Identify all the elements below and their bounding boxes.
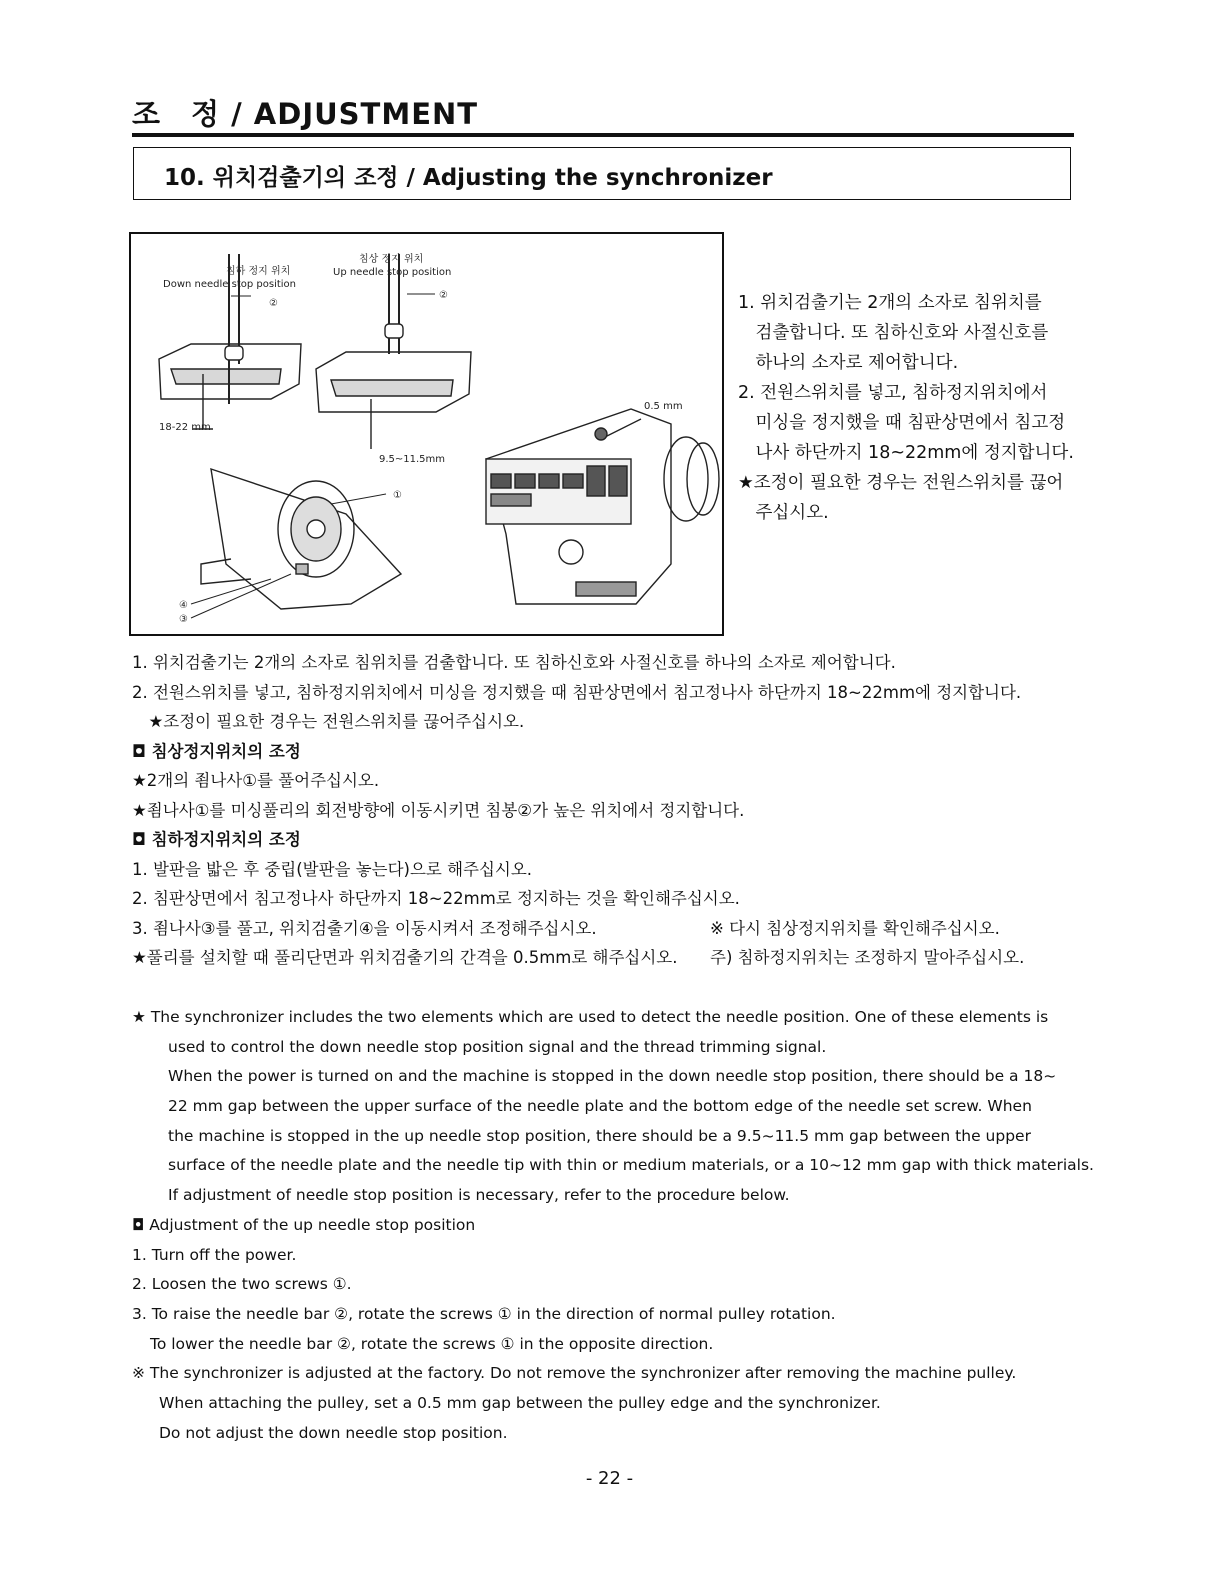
ko-line: 1. 발판을 밟은 후 중립(발판을 놓는다)으로 해주십시오. [132, 859, 533, 879]
en-line: When the power is turned on and the machine is stopped in the down needle stop position, there should be a 18~ [168, 1067, 1057, 1086]
ko-heading-up-needle: ◘ 침상정지위치의 조정 [132, 741, 301, 761]
callout-2a: ② [269, 298, 278, 309]
ko-heading-down-needle: ◘ 침하정지위치의 조정 [132, 830, 301, 849]
callout-3: ③ [179, 614, 188, 625]
en-note: ※ The synchronizer is adjusted at the factory. Do not remove the synchronizer after removing the machine pulley. [132, 1364, 1017, 1383]
en-step: 2. Loosen the two screws ①. [132, 1275, 352, 1294]
en-step: 3. To raise the needle bar ②, rotate the screws ① in the direction of normal pulley rotation. [132, 1304, 836, 1323]
ko-note: ※ 다시 침상정지위치를 확인해주십시오. [710, 918, 1000, 938]
en-line: used to control the down needle stop position signal and the thread trimming signal. [168, 1037, 827, 1056]
en-line: surface of the needle plate and the needle tip with thin or medium materials, or a 10~12 mm gap with thick materials. [168, 1156, 1094, 1175]
en-note: Do not adjust the down needle stop position. [159, 1423, 508, 1442]
synchronizer-figure [129, 232, 724, 636]
side-note-line: ★조정이 필요한 경우는 전원스위치를 끊어 [738, 473, 1064, 493]
side-note-line: 주십시오. [738, 503, 829, 523]
side-note-line: 1. 위치검출기는 2개의 소자로 침위치를 [738, 293, 1042, 313]
label-down-ko: 침하 정지 위치 [226, 266, 291, 277]
en-step: To lower the needle bar ②, rotate the screws ① in the opposite direction. [150, 1334, 714, 1353]
page-number: - 22 - [585, 1468, 634, 1489]
side-notes [738, 288, 1083, 528]
en-step: 1. Turn off the power. [132, 1245, 297, 1264]
en-line: the machine is stopped in the up needle stop position, there should be a 9.5~11.5 mm gap between the upper [168, 1126, 1031, 1145]
label-up-en: Up needle stop position [333, 267, 452, 278]
pulley-synchronizer-drawing [201, 469, 401, 609]
ko-line: ★죔나사①를 미싱풀리의 회전방향에 이동시키면 침봉②가 높은 위치에서 정지합니다. [132, 800, 745, 820]
side-note-line: 하나의 소자로 제어합니다. [738, 353, 959, 373]
ko-line-with-note [132, 914, 1092, 944]
section-title: 10. 위치검출기의 조정 / Adjusting the synchronizer [164, 165, 773, 191]
ko-line-with-note [132, 943, 1092, 973]
ko-line: 2. 전원스위치를 넣고, 침하정지위치에서 미싱을 정지했을 때 침판상면에서 침고정나사 하단까지 18~22mm에 정지합니다. [132, 682, 1022, 702]
en-line: 22 mm gap between the upper surface of the needle plate and the bottom edge of the needle set screw. When [168, 1097, 1032, 1116]
en-line: If adjustment of needle stop position is necessary, refer to the procedure below. [168, 1186, 790, 1205]
en-line: ★ The synchronizer includes the two elements which are used to detect the needle position. One of these elements is [132, 1008, 1049, 1026]
ko-line: 1. 위치검출기는 2개의 소자로 침위치를 검출합니다. 또 침하신호와 사절신호를 하나의 소자로 제어합니다. [132, 653, 896, 672]
en-heading-up-needle: ◘ Adjustment of the up needle stop position [132, 1215, 476, 1234]
korean-instructions [132, 648, 1092, 973]
ko-line: 2. 침판상면에서 침고정나사 하단까지 18~22mm로 정지하는 것을 확인해주십시오. [132, 889, 740, 908]
callout-2b: ② [439, 290, 448, 301]
side-note-line: 미싱을 정지했을 때 침판상면에서 침고정 [738, 413, 1066, 433]
callout-4: ④ [179, 600, 188, 611]
machine-head-drawing [486, 409, 719, 604]
side-note-line: 2. 전원스위치를 넣고, 침하정지위치에서 [738, 383, 1048, 403]
ko-line: ★조정이 필요한 경우는 전원스위치를 끊어주십시오. [132, 712, 525, 731]
label-down-en: Down needle stop position [163, 279, 296, 290]
callout-1: ① [393, 490, 402, 501]
dim-down: 18-22 mm [159, 422, 211, 433]
up-needle-plate-drawing [316, 254, 471, 449]
side-note-line: 나사 하단까지 18~22mm에 정지합니다. [738, 443, 1074, 463]
figure-illustration [131, 234, 722, 634]
en-note: When attaching the pulley, set a 0.5 mm gap between the pulley edge and the synchronizer. [159, 1393, 881, 1412]
section-header-box [133, 147, 1071, 200]
title-rule [132, 133, 1074, 137]
ko-line: ★2개의 죔나사①를 풀어주십시오. [132, 771, 380, 790]
ko-note: 주) 침하정지위치는 조정하지 말아주십시오. [710, 948, 1025, 967]
page-title: 조 정 / ADJUSTMENT [132, 97, 479, 131]
dim-gap: 0.5 mm [644, 401, 683, 412]
label-up-ko: 침상 정지 위치 [359, 254, 424, 265]
ko-line: 3. 죔나사③를 풀고, 위치검출기④을 이동시켜서 조정해주십시오. [132, 918, 597, 938]
side-note-line: 검출합니다. 또 침하신호와 사절신호를 [738, 323, 1049, 343]
dim-up: 9.5~11.5mm [379, 454, 446, 465]
ko-line: ★풀리를 설치할 때 풀리단면과 위치검출기의 간격을 0.5mm로 해주십시오. [132, 948, 678, 967]
english-instructions [132, 1003, 1094, 1448]
